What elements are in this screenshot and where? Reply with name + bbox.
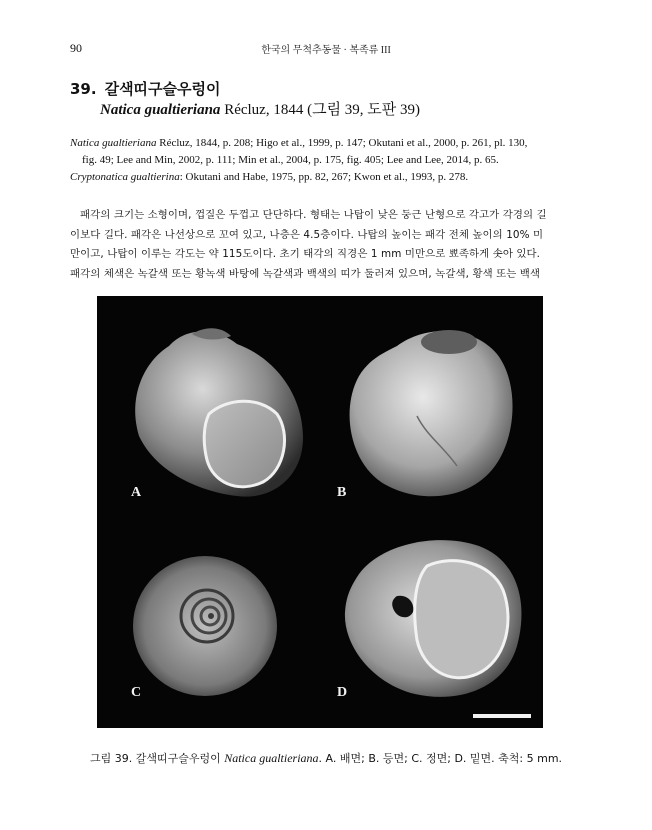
running-head: 한국의 무척추동물 · 복족류 III bbox=[261, 45, 391, 56]
synonym-citation-1a: Récluz, 1844, p. 208; Higo et al., 1999, p. 147; Okutani et al., 2000, p. 261, pl. 130, bbox=[156, 137, 528, 149]
description-line: 패각의 크기는 소형이며, 껍질은 두껍고 단단하다. 형태는 나탑이 낮은 둥근 난형으로 각고가 각경의 길 bbox=[80, 209, 547, 221]
species-subheading bbox=[100, 98, 420, 119]
species-heading bbox=[70, 78, 221, 99]
figure-caption bbox=[0, 750, 652, 766]
species-number: 39. bbox=[70, 80, 97, 98]
synonym-citation-2: : Okutani and Habe, 1975, pp. 82, 267; Kwon et al., 1993, p. 278. bbox=[179, 171, 469, 183]
description-line: 만이고, 나탑이 이루는 각도는 약 115도이다. 초기 태각의 직경은 1 mm 미만으로 뾰족하게 솟아 있다. bbox=[70, 248, 541, 260]
scale-bar bbox=[473, 714, 531, 718]
panel-label-b: B bbox=[337, 485, 347, 500]
species-scientific-name: Natica gualtieriana bbox=[100, 102, 221, 118]
panel-label-c: C bbox=[131, 685, 142, 700]
caption-suffix: . A. 배면; B. 등면; C. 정면; D. 밑면. 축척: 5 mm. bbox=[318, 752, 563, 765]
panel-label-a: A bbox=[131, 485, 142, 500]
shell-photo-plate bbox=[97, 296, 543, 728]
synonymy-entry-1 bbox=[70, 135, 590, 169]
shell-d-image bbox=[345, 540, 522, 697]
description-line: 이보다 길다. 패각은 나선상으로 꼬여 있고, 나층은 4.5층이다. 나탑의 높이는 패각 전체 높이의 10% 미 bbox=[70, 228, 544, 241]
synonym-name-1: Natica gualtieriana bbox=[70, 137, 157, 149]
species-authority: Récluz, 1844 (그림 39, 도판 39) bbox=[220, 102, 421, 118]
shell-c-image bbox=[133, 556, 277, 696]
shell-a-image bbox=[135, 328, 303, 496]
panel-label-d: D bbox=[337, 685, 348, 700]
species-korean-name: 갈색띠구슬우렁이 bbox=[104, 80, 221, 98]
caption-prefix: 그림 39. 갈색띠구슬우렁이 bbox=[89, 752, 225, 765]
page-number: 90 bbox=[70, 41, 82, 55]
caption-scientific-name: Natica gualtieriana bbox=[224, 751, 319, 765]
synonym-citation-1b: fig. 49; Lee and Min, 2002, p. 111; Min et al., 2004, p. 175, fig. 405; Lee and Lee, 2014, p. 65. bbox=[82, 154, 499, 166]
shell-b-image bbox=[350, 330, 513, 496]
shell-photo-plate-graphic bbox=[97, 296, 543, 728]
description-line: 패각의 체색은 녹갈색 또는 황녹색 바탕에 녹갈색과 백색의 띠가 둘러져 있으며, 녹갈색, 황색 또는 백색 bbox=[70, 267, 541, 280]
synonymy-entry-2 bbox=[70, 169, 590, 186]
synonym-name-2: Cryptonatica gualtierina bbox=[70, 171, 180, 183]
description-paragraph bbox=[70, 206, 582, 284]
